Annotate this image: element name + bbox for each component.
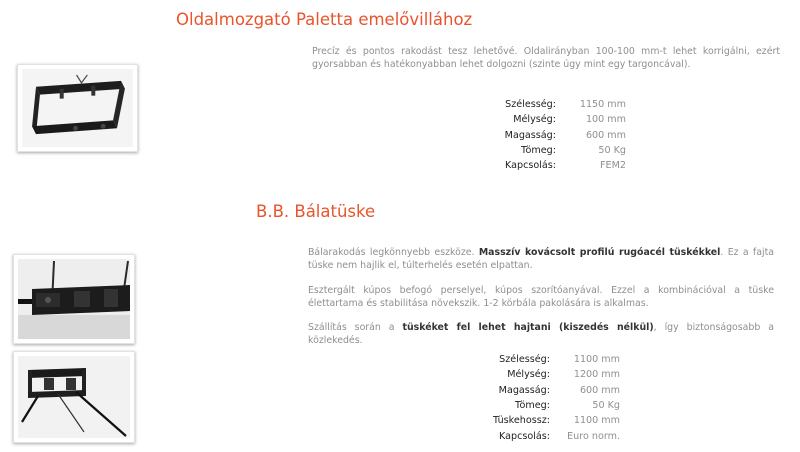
- spec-row: Kapcsolás: Euro norm.: [498, 430, 620, 442]
- spec-row: Magasság: 600 mm: [498, 384, 620, 396]
- spec-row: Mélység: 100 mm: [513, 114, 626, 126]
- spec-row: Mélység: 1200 mm: [507, 369, 620, 381]
- bale-spear-angle-image: [18, 356, 130, 438]
- product-image-bale-spear-angle[interactable]: [13, 351, 135, 443]
- spec-row: Tüskehossz: 1100 mm: [493, 415, 620, 427]
- spec-row: Szélesség: 1100 mm: [499, 354, 620, 366]
- spec-table-side-shifter: [480, 97, 626, 173]
- product-title-side-shifter: Oldalmozgató Paletta emelővillához: [176, 10, 473, 29]
- product-image-side-shifter[interactable]: [17, 64, 138, 152]
- description-paragraph: Bálarakodás legkönnyebb eszköze. Masszív kovácsolt profilú rugóacél tüskékkel. Ez a fajta tüske nem hajlik el, túlterhelés esetén elpattan.: [308, 247, 774, 271]
- spec-row: Tömeg: 50 Kg: [520, 145, 626, 157]
- spec-row: Szélesség: 1150 mm: [505, 99, 626, 111]
- spec-row: Magasság: 600 mm: [504, 129, 626, 141]
- description-paragraph: Esztergált kúpos befogó perselyel, kúpos szorítóanyával. Ezzel a kombinációval a tüske élettartama és stabilitása növekszik. 1-2 körbála pakolására is alkalmas.: [308, 284, 774, 309]
- product-image-bale-spear-front[interactable]: [13, 254, 135, 344]
- product-title-bale-spear: B.B. Bálatüske: [256, 202, 376, 221]
- product-description-side-shifter: Precíz és pontos rakodást tesz lehetővé. Oldalirányban 100-100 mm-t lehet korrigálni, ezért gyorsabban és hatékonyabban lehet dolgozni (szinte úgy mint egy targoncával).: [312, 46, 780, 70]
- spec-row: Kapcsolás: FEM2: [504, 160, 626, 172]
- product-description-bale-spear: [308, 246, 774, 359]
- description-paragraph: Szállítás során a tüskéket fel lehet hajtani (kiszedés nélkül), így biztonságosabb a közlekedés.: [308, 322, 774, 346]
- spec-table-bale-spear: [470, 352, 620, 444]
- spec-row: Tömeg: 50 Kg: [514, 400, 620, 412]
- bale-spear-front-image: [18, 259, 130, 339]
- side-shifter-frame-image: [22, 69, 133, 147]
